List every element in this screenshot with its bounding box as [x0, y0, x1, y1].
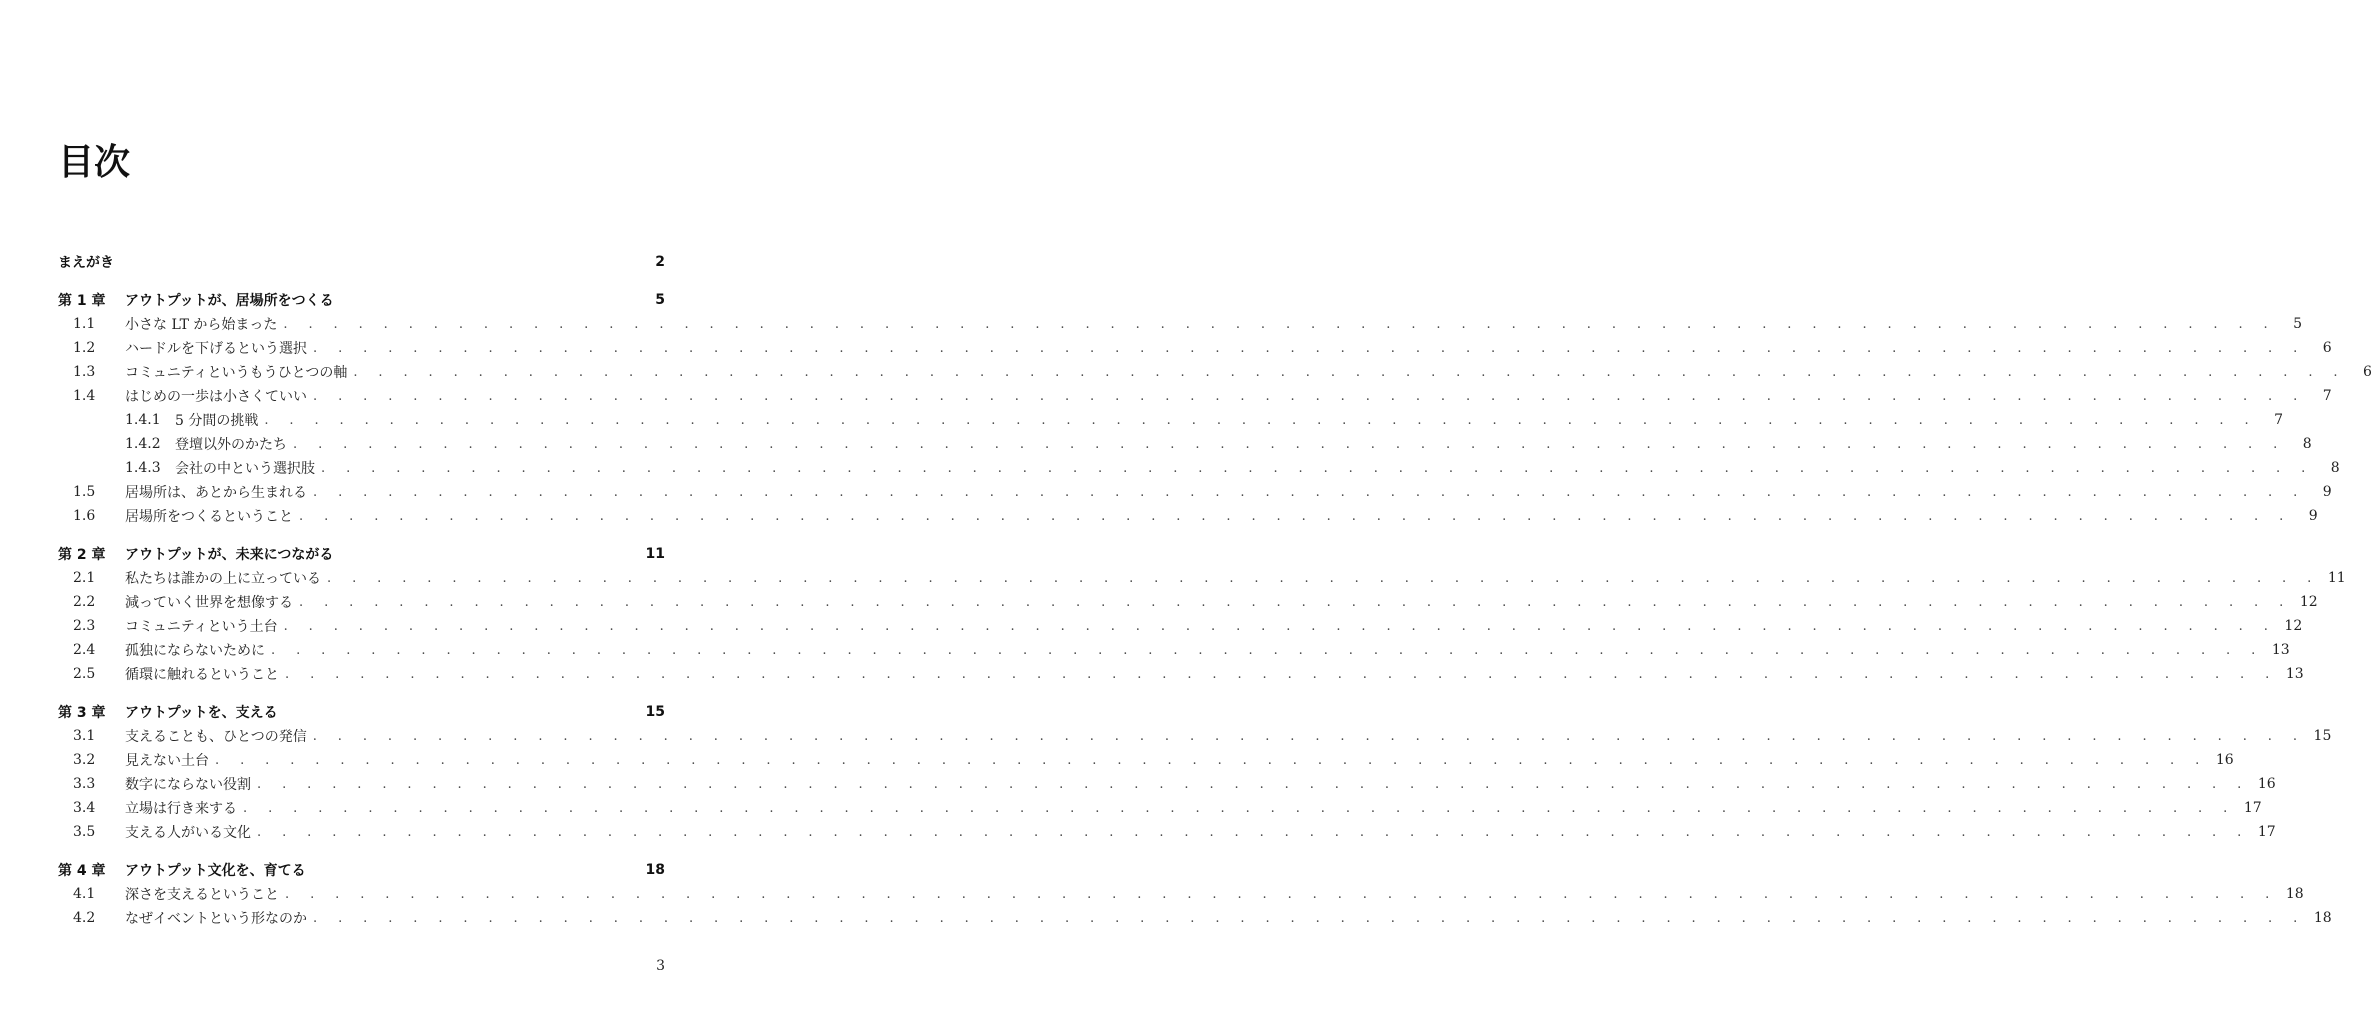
entry-number: 1.2	[73, 340, 96, 356]
dot-leader: . . . . . . . . . . . . . . . . . . . . . . . . . . . . . . . . . . . . . . . . . . . . . . . . . . . . . . . . . . . . . . . . . . . . . . . . . . . . . . . .	[312, 728, 2306, 744]
entry-title: 会社の中という選択肢	[175, 461, 315, 477]
entry-title: まえがき	[58, 255, 114, 271]
dot-leader: . . . . . . . . . . . . . . . . . . . . . . . . . . . . . . . . . . . . . . . . . . . . . . . . . . . . . . . . . . . . . . . . . . . . . . . . . . . . . . . .	[283, 316, 2277, 332]
dot-leader: . . . . . . . . . . . . . . . . . . . . . . . . . . . . . . . . . . . . . . . . . . . . . . . . . . . . . . . . . . . . . . . . . . . . . . . . . . . . . . . .	[243, 800, 2236, 816]
entry-title: はじめの一歩は小さくていい	[125, 389, 307, 405]
entry-number: 2.1	[73, 570, 96, 586]
entry-number: 第 3 章	[58, 705, 106, 721]
entry-page-number: 15	[645, 704, 665, 720]
toc-subsection-entry[interactable]	[58, 456, 2340, 480]
entry-title: 登壇以外のかたち	[175, 437, 287, 453]
toc-section-entry[interactable]	[58, 772, 2276, 796]
entry-number: 1.3	[73, 364, 96, 380]
entry-title: アウトプットが、未来につながる	[125, 547, 334, 563]
entry-number: 1.4.3	[125, 460, 161, 476]
entry-page-number: 18	[645, 862, 665, 878]
entry-title: 循環に触れるということ	[125, 667, 279, 683]
entry-title: 支えることも、ひとつの発信	[125, 729, 307, 745]
entry-page-number: 17	[2257, 824, 2276, 840]
entry-title: 見えない土台	[125, 753, 209, 769]
dot-leader: . . . . . . . . . . . . . . . . . . . . . . . . . . . . . . . . . . . . . . . . . . . . . . . . . . . . . . . . . . . . . . . . . . . . . . . . . . . . . . . .	[271, 642, 2264, 658]
entry-page-number: 16	[2257, 776, 2276, 792]
entry-title: 居場所は、あとから生まれる	[125, 485, 307, 501]
entry-page-number: 7	[2322, 388, 2332, 404]
entry-number: 第 4 章	[58, 863, 106, 879]
entry-number: 4.1	[73, 886, 96, 902]
toc-section-entry[interactable]	[58, 724, 2332, 748]
entry-number: 3.4	[73, 800, 96, 816]
entry-page-number: 8	[2330, 460, 2340, 476]
entry-title: コミュニティというもうひとつの軸	[125, 365, 348, 381]
entry-page-number: 15	[2313, 728, 2332, 744]
entry-title: なぜイベントという形なのか	[125, 911, 307, 927]
entry-page-number: 18	[2285, 886, 2304, 902]
dot-leader: . . . . . . . . . . . . . . . . . . . . . . . . . . . . . . . . . . . . . . . . . . . . . . . . . . . . . . . . . . . . . . . . . . . . . . . . . . . . . . . .	[313, 484, 2306, 500]
toc-section-entry[interactable]	[58, 336, 2332, 360]
dot-leader: . . . . . . . . . . . . . . . . . . . . . . . . . . . . . . . . . . . . . . . . . . . . . . . . . . . . . . . . . . . . . . . . . . . . . . . . . . . . . . . .	[353, 364, 2346, 380]
entry-title: 5 分間の挑戦	[175, 413, 259, 429]
toc-section-entry[interactable]	[58, 312, 2303, 336]
toc-section-entry[interactable]	[58, 820, 2276, 844]
toc-chapter-entry[interactable]	[58, 542, 665, 566]
entry-page-number: 9	[2322, 484, 2332, 500]
dot-leader: . . . . . . . . . . . . . . . . . . . . . . . . . . . . . . . . . . . . . . . . . . . . . . . . . . . . . . . . . . . . . . . . . . . . . . . . . . . . . . . .	[313, 388, 2306, 404]
entry-page-number: 2	[655, 254, 665, 270]
dot-leader: . . . . . . . . . . . . . . . . . . . . . . . . . . . . . . . . . . . . . . . . . . . . . . . . . . . . . . . . . . . . . . . . . . . . . . . . . . . . . . . .	[215, 752, 2208, 768]
toc-chapter-entry[interactable]	[58, 700, 665, 724]
toc-section-entry[interactable]	[58, 796, 2262, 820]
entry-number: 2.4	[73, 642, 96, 658]
entry-page-number: 13	[2285, 666, 2304, 682]
entry-number: 1.5	[73, 484, 96, 500]
entry-title: アウトプットが、居場所をつくる	[125, 293, 334, 309]
toc-section-entry[interactable]	[58, 504, 2318, 528]
entry-title: 私たちは誰かの上に立っている	[125, 571, 321, 587]
toc-section-entry[interactable]	[58, 638, 2290, 662]
entry-number: 1.6	[73, 508, 96, 524]
entry-number: 3.5	[73, 824, 96, 840]
entry-title: ハードルを下げるという選択	[125, 341, 307, 357]
entry-number: 1.4	[73, 388, 96, 404]
entry-page-number: 12	[2284, 618, 2303, 634]
toc-chapter-entry[interactable]	[58, 858, 665, 882]
entry-page-number: 12	[2299, 594, 2318, 610]
entry-number: 1.4.1	[125, 412, 161, 428]
toc-subsection-entry[interactable]	[58, 408, 2283, 432]
dot-leader: . . . . . . . . . . . . . . . . . . . . . . . . . . . . . . . . . . . . . . . . . . . . . . . . . . . . . . . . . . . . . . . . . . . . . . . . . . . . . . . .	[285, 666, 2278, 682]
dot-leader: . . . . . . . . . . . . . . . . . . . . . . . . . . . . . . . . . . . . . . . . . . . . . . . . . . . . . . . . . . . . . . . . . . . . . . . . . . . . . . . .	[293, 436, 2286, 452]
dot-leader: . . . . . . . . . . . . . . . . . . . . . . . . . . . . . . . . . . . . . . . . . . . . . . . . . . . . . . . . . . . . . . . . . . . . . . . . . . . . . . . .	[321, 460, 2314, 476]
toc-chapter-entry[interactable]	[58, 288, 665, 312]
entry-page-number: 6	[2322, 340, 2332, 356]
entry-page-number: 8	[2302, 436, 2312, 452]
toc-subsection-entry[interactable]	[58, 432, 2312, 456]
entry-page-number: 18	[2313, 910, 2332, 926]
toc-section-entry[interactable]	[58, 566, 2346, 590]
dot-leader: . . . . . . . . . . . . . . . . . . . . . . . . . . . . . . . . . . . . . . . . . . . . . . . . . . . . . . . . . . . . . . . . . . . . . . . . . . . . . . . .	[283, 618, 2277, 634]
entry-number: 4.2	[73, 910, 96, 926]
toc-front-entry[interactable]	[58, 250, 665, 274]
toc-section-entry[interactable]	[58, 662, 2304, 686]
entry-number: 3.2	[73, 752, 96, 768]
table-of-contents	[58, 250, 2372, 930]
entry-page-number: 11	[645, 546, 665, 562]
toc-section-entry[interactable]	[58, 384, 2332, 408]
toc-section-entry[interactable]	[58, 748, 2234, 772]
entry-number: 2.3	[73, 618, 96, 634]
entry-title: 居場所をつくるということ	[125, 509, 293, 525]
entry-page-number: 16	[2215, 752, 2234, 768]
entry-page-number: 13	[2271, 642, 2290, 658]
dot-leader: . . . . . . . . . . . . . . . . . . . . . . . . . . . . . . . . . . . . . . . . . . . . . . . . . . . . . . . . . . . . . . . . . . . . . . . . . . . . . . . .	[313, 910, 2306, 926]
dot-leader: . . . . . . . . . . . . . . . . . . . . . . . . . . . . . . . . . . . . . . . . . . . . . . . . . . . . . . . . . . . . . . . . . . . . . . . . . . . . . . . .	[285, 886, 2278, 902]
dot-leader: . . . . . . . . . . . . . . . . . . . . . . . . . . . . . . . . . . . . . . . . . . . . . . . . . . . . . . . . . . . . . . . . . . . . . . . . . . . . . . . .	[299, 594, 2292, 610]
entry-number: 2.5	[73, 666, 96, 682]
entry-page-number: 17	[2243, 800, 2262, 816]
dot-leader: . . . . . . . . . . . . . . . . . . . . . . . . . . . . . . . . . . . . . . . . . . . . . . . . . . . . . . . . . . . . . . . . . . . . . . . . . . . . . . . .	[264, 412, 2257, 428]
toc-section-entry[interactable]	[58, 906, 2332, 930]
entry-title: コミュニティという土台	[125, 619, 278, 635]
entry-title: アウトプットを、支える	[125, 705, 278, 721]
entry-title: 減っていく世界を想像する	[125, 595, 293, 611]
entry-title: 立場は行き来する	[125, 801, 237, 817]
entry-number: 第 1 章	[58, 293, 106, 309]
entry-title: 数字にならない役割	[125, 777, 251, 793]
dot-leader: . . . . . . . . . . . . . . . . . . . . . . . . . . . . . . . . . . . . . . . . . . . . . . . . . . . . . . . . . . . . . . . . . . . . . . . . . . . . . . . .	[257, 776, 2250, 792]
entry-number: 1.1	[73, 316, 96, 332]
entry-number: 第 2 章	[58, 547, 106, 563]
page-title: 目次	[58, 142, 131, 183]
toc-section-entry[interactable]	[58, 590, 2318, 614]
dot-leader: . . . . . . . . . . . . . . . . . . . . . . . . . . . . . . . . . . . . . . . . . . . . . . . . . . . . . . . . . . . . . . . . . . . . . . . . . . . . . . . .	[299, 508, 2292, 524]
entry-page-number: 9	[2308, 508, 2318, 524]
entry-number: 1.4.2	[125, 436, 161, 452]
toc-section-entry[interactable]	[58, 480, 2332, 504]
toc-section-entry[interactable]	[58, 614, 2303, 638]
entry-number: 2.2	[73, 594, 96, 610]
entry-page-number: 7	[2274, 412, 2283, 428]
entry-title: 小さな LT から始まった	[125, 317, 278, 333]
dot-leader: . . . . . . . . . . . . . . . . . . . . . . . . . . . . . . . . . . . . . . . . . . . . . . . . . . . . . . . . . . . . . . . . . . . . . . . . . . . . . . . .	[313, 340, 2306, 356]
entry-number: 3.1	[73, 728, 96, 744]
entry-page-number: 5	[655, 292, 665, 308]
entry-number: 3.3	[73, 776, 96, 792]
page-number: 3	[656, 958, 665, 974]
toc-section-entry[interactable]	[58, 360, 2372, 384]
entry-title: 支える人がいる文化	[125, 825, 251, 841]
entry-page-number: 11	[2327, 570, 2346, 586]
entry-page-number: 5	[2293, 316, 2303, 332]
toc-section-entry[interactable]	[58, 882, 2304, 906]
entry-title: アウトプット文化を、育てる	[125, 863, 306, 879]
entry-title: 孤独にならないために	[125, 643, 265, 659]
entry-title: 深さを支えるということ	[125, 887, 279, 903]
dot-leader: . . . . . . . . . . . . . . . . . . . . . . . . . . . . . . . . . . . . . . . . . . . . . . . . . . . . . . . . . . . . . . . . . . . . . . . . . . . . . . . .	[327, 570, 2320, 586]
entry-page-number: 6	[2363, 364, 2372, 380]
dot-leader: . . . . . . . . . . . . . . . . . . . . . . . . . . . . . . . . . . . . . . . . . . . . . . . . . . . . . . . . . . . . . . . . . . . . . . . . . . . . . . . .	[257, 824, 2250, 840]
